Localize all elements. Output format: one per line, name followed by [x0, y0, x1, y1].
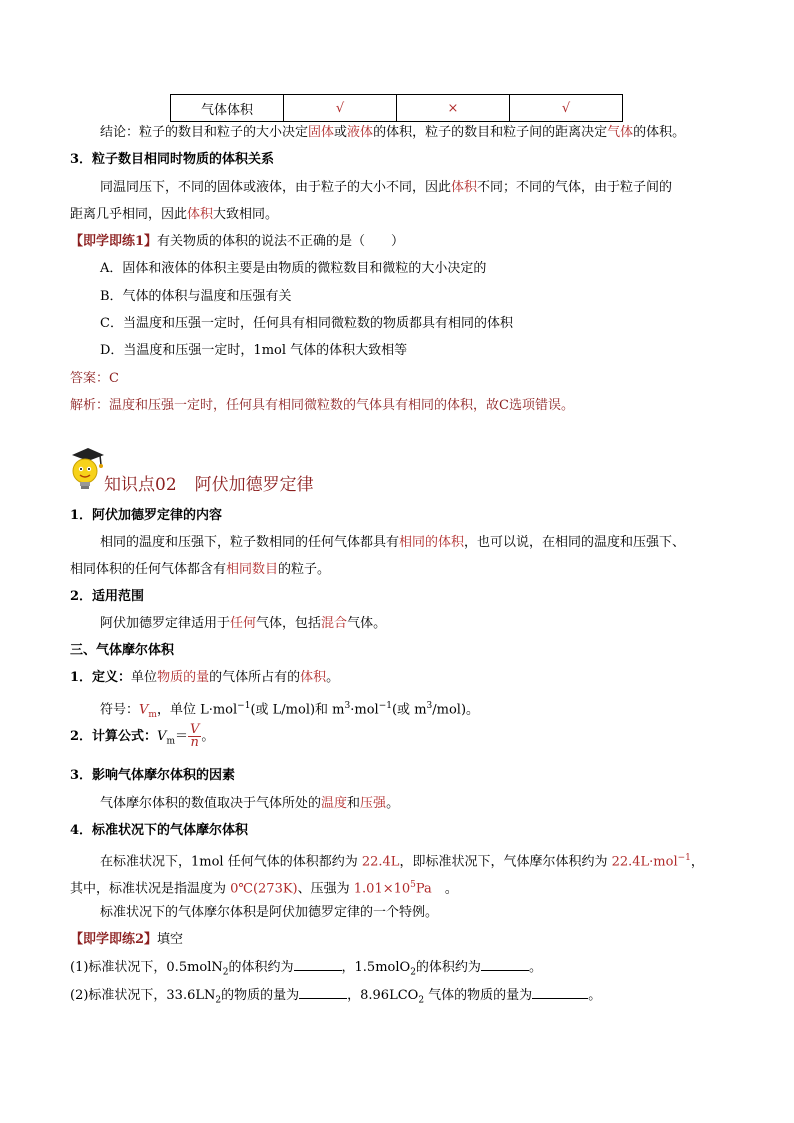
paragraph: 在标准状况下，1mol 任何气体的体积都约为 22.4L，即标准状况下，气体摩尔体积约为 22.4L·mol$^{-1}$，	[100, 853, 704, 870]
answer: 答案：C	[70, 371, 119, 386]
exercise-2-q1: (1)标准状况下，0.5molN$_2$的体积约为 ，1.5molO$_2$的体积约为 。	[70, 960, 542, 978]
paragraph: 相同体积的任何气体都含有相同数目的粒子。	[70, 562, 331, 577]
table-cell-cross: ×	[397, 95, 510, 122]
molar-volume-heading: 三、气体摩尔体积	[70, 643, 175, 658]
option-d: D．当温度和压强一定时，1mol 气体的体积大致相等	[100, 343, 408, 358]
table-cell-check: √	[284, 95, 397, 122]
table-cell-check: √	[510, 95, 623, 122]
analysis: 解析：温度和压强一定时，任何具有相同微粒数的气体具有相同的体积，故C选项错误。	[70, 398, 574, 413]
scope-title: 2．适用范围	[70, 589, 145, 604]
comparison-table	[170, 94, 623, 122]
paragraph: 阿伏加德罗定律适用于任何气体，包括混合气体。	[100, 616, 387, 631]
paragraph: 相同的温度和压强下，粒子数相同的任何气体都具有相同的体积，也可以说，在相同的温度和压强下、	[100, 535, 686, 550]
symbol-line: 符号：$V_m$，单位 L·mol$^{-1}$(或 L/mol)和 $m^3\cdot mol^{-1}$(或 $m^3/mol$)。	[100, 701, 480, 720]
scholar-bulb-icon	[66, 445, 106, 491]
exercise-2-title: 【即学即练2】填空	[70, 932, 184, 947]
formula-fraction: $\frac{V}{n}$	[190, 722, 200, 750]
option-b: B．气体的体积与温度和压强有关	[100, 289, 292, 304]
table-row	[171, 95, 623, 122]
paragraph: 气体摩尔体积的数值取决于气体所处的温度和压强。	[100, 796, 400, 811]
formula-line: 2．计算公式：$V_m=$ $\frac{V}{n}$ 。	[70, 722, 215, 750]
conclusion: 结论：粒子的数目和粒子的大小决定固体或液体的体积，粒子的数目和粒子间的距离决定气体的体积。	[100, 125, 686, 140]
option-a: A．固体和液体的体积主要是由物质的微粒数目和微粒的大小决定的	[100, 261, 487, 276]
answer-blank[interactable]	[481, 958, 529, 971]
law-title: 1．阿伏加德罗定律的内容	[70, 508, 223, 523]
exercise-2-q2: (2)标准状况下，$33.6LN_2$的物质的量为 ，$8.96LCO_2$ 气体的物质的量为 。	[70, 988, 602, 1006]
table-row-label: 气体体积	[171, 95, 284, 122]
paragraph: 标准状况下的气体摩尔体积是阿伏加德罗定律的一个特例。	[100, 905, 439, 920]
paragraph: 距离几乎相同，因此体积大致相同。	[70, 207, 279, 222]
option-c: C．当温度和压强一定时，任何具有相同微粒数的物质都具有相同的体积	[100, 316, 513, 331]
exercise-1-question: 【即学即练1】有关物质的体积的说法不正确的是（ ）	[70, 234, 405, 249]
knowledge-point-title: 知识点02 阿伏加德罗定律	[104, 475, 314, 495]
factors-title: 3．影响气体摩尔体积的因素	[70, 768, 236, 783]
definition: 1．定义：单位物质的量的气体所占有的体积。	[70, 670, 340, 685]
answer-blank[interactable]	[294, 958, 342, 971]
paragraph: 其中，标准状况是指温度为 0℃(273K)、压强为 $1.01\times 10^5Pa$ 。	[70, 880, 458, 897]
section-3-title: 3．粒子数目相同时物质的体积关系	[70, 152, 275, 167]
std-title: 4．标准状况下的气体摩尔体积	[70, 823, 249, 838]
answer-blank[interactable]	[532, 986, 588, 999]
paragraph: 同温同压下，不同的固体或液体，由于粒子的大小不同，因此体积不同；不同的气体，由于粒子间的	[100, 180, 673, 195]
answer-blank[interactable]	[299, 986, 347, 999]
